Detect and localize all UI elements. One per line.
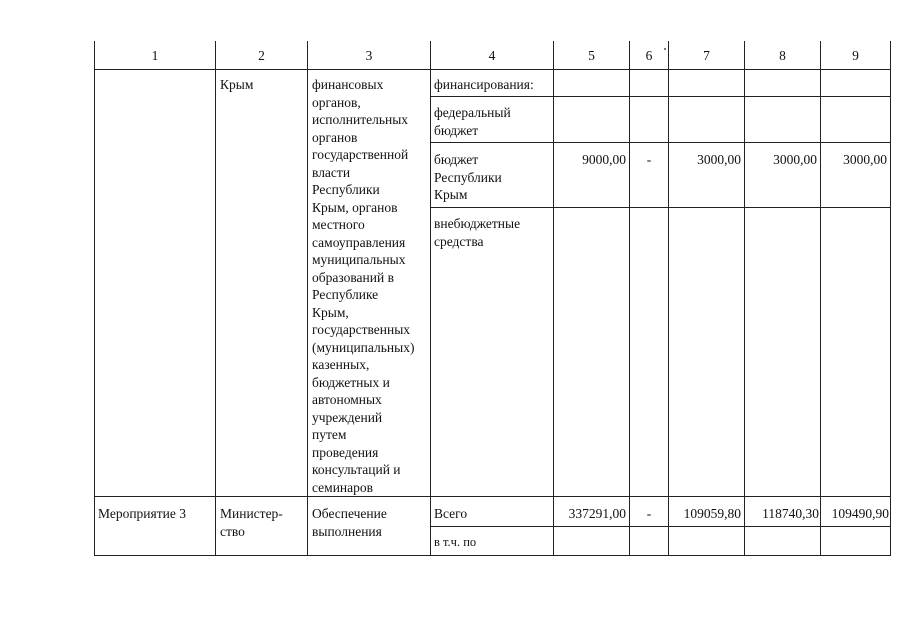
column-header-5: 5 [588, 48, 595, 63]
activity-description-cell: Обеспечение выполнения [312, 506, 387, 539]
column-header-7: 7 [703, 48, 710, 63]
table-rule [94, 496, 890, 497]
column-header-4: 4 [488, 48, 496, 63]
executor-cell: Крым [220, 77, 254, 92]
table-rule [94, 41, 95, 556]
table-rule [820, 41, 821, 556]
table-rule [431, 96, 890, 97]
activity-description-cell: финансовых органов, исполнительных органов государственной власти Республики Крым, органов местного самоуправления муниципальных образований в Республике Крым, государственных (муниципальных) казенных, бюджетных и автономных учреждений путем проведения консультаций и семинаров [312, 77, 415, 495]
table-rule [431, 142, 890, 143]
value-cell-year: 109059,80 [683, 506, 741, 521]
column-header-3: 3 [365, 48, 373, 63]
value-cell-year: 3000,00 [697, 152, 741, 167]
value-cell-year: 3000,00 [843, 152, 887, 167]
table-rule [744, 41, 745, 556]
table-rule [94, 69, 890, 70]
table-rule [94, 555, 890, 556]
activity-number-cell: Мероприятие 3 [98, 506, 186, 521]
funding-source-cell: бюджет Республики Крым [434, 152, 502, 202]
column-header-9: 9 [852, 48, 859, 63]
table-rule [307, 41, 308, 556]
table-rule [431, 526, 890, 527]
value-cell-total: 9000,00 [582, 152, 626, 167]
table-rule [668, 41, 669, 556]
table-rule [431, 207, 890, 208]
table-rule [215, 41, 216, 556]
table-rule [890, 41, 891, 556]
column-header-1: 1 [151, 48, 159, 63]
table-rule [430, 41, 431, 556]
value-cell-total: 337291,00 [568, 506, 626, 521]
funding-source-cell: финансирования: [434, 77, 534, 92]
value-cell-year: - [646, 152, 652, 167]
funding-source-cell: федеральный бюджет [434, 105, 511, 138]
column-header-6: 6 [645, 48, 653, 63]
value-cell-year: 118740,30 [762, 506, 819, 521]
funding-source-cell: внебюджетные средства [434, 216, 521, 249]
column-header-2: 2 [258, 48, 265, 63]
funding-source-cell: Всего [434, 506, 468, 521]
column-header-8: 8 [779, 48, 786, 63]
value-cell-year: 3000,00 [773, 152, 817, 167]
table-rule [629, 41, 630, 556]
funding-source-cell: в т.ч. по [434, 535, 477, 549]
executor-cell: Министер- ство [220, 506, 283, 539]
value-cell-year: - [646, 506, 652, 521]
table-rule [553, 41, 554, 556]
value-cell-year: 109490,90 [831, 506, 889, 521]
